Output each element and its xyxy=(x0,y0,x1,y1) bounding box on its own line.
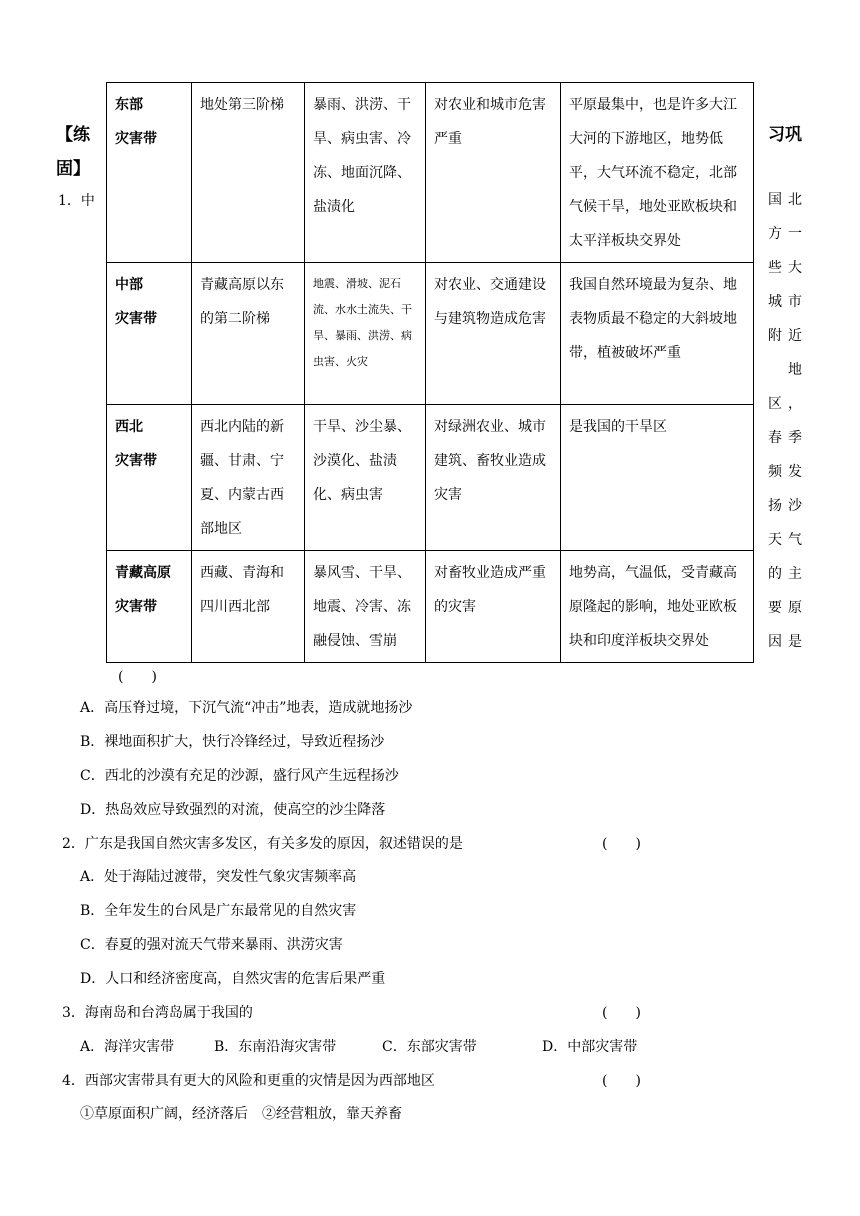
zone-cause: 我国自然环境最为复杂、地表物质最不稳定的大斜坡地带，植被破坏严重 xyxy=(561,263,754,405)
zone-impact: 对绿洲农业、城市建筑、畜牧业造成灾害 xyxy=(426,405,561,551)
zone-location: 西藏、青海和四川西北部 xyxy=(192,551,305,663)
disaster-zones-table xyxy=(106,82,754,663)
question-1-answer-paren: ( ) xyxy=(118,669,157,685)
question-3-answer-paren: ( ) xyxy=(602,1005,641,1021)
zone-name: 西北 灾害带 xyxy=(107,405,192,551)
zone-location: 西北内陆的新疆、甘肃、宁夏、内蒙古西部地区 xyxy=(192,405,305,551)
question-2-option-c: C．春夏的强对流天气带来暴雨、洪涝灾害 xyxy=(80,937,343,953)
question-4-stem: 4．西部灾害带具有更大的风险和更重的灾情是因为西部地区 xyxy=(62,1073,435,1089)
question-1-start: 1．中 xyxy=(58,193,95,209)
question-1-option-d: D．热岛效应导致强烈的对流，使高空的沙尘降落 xyxy=(80,802,386,818)
zone-disaster-types: 地震、滑坡、泥石流、水水土流失、干旱、暴雨、洪涝、病虫害、火灾 xyxy=(305,263,426,405)
question-3-option-d: D．中部灾害带 xyxy=(542,1039,638,1055)
zone-location: 青藏高原以东的第二阶梯 xyxy=(192,263,305,405)
question-1-option-c: C．西北的沙漠有充足的沙源，盛行风产生远程扬沙 xyxy=(80,768,399,784)
question-1-option-b: B．裸地面积扩大，快行冷锋经过，导致近程扬沙 xyxy=(80,734,385,750)
zone-name: 中部 灾害带 xyxy=(107,263,192,405)
question-1-text-column-2: 北 一 大 市 近 地 ， 季 发 沙 气 主 原 是 xyxy=(788,192,802,650)
zone-impact: 对农业和城市危害严重 xyxy=(426,83,561,263)
question-2-option-a: A．处于海陆过渡带，突发性气象灾害频率高 xyxy=(80,869,357,885)
question-2-option-b: B．全年发生的台风是广东最常见的自然灾害 xyxy=(80,903,357,919)
table-row xyxy=(107,83,754,263)
question-3-option-a: A．海洋灾害带 xyxy=(80,1039,175,1055)
zone-disaster-types: 干旱、沙尘暴、沙漠化、盐渍化、病虫害 xyxy=(305,405,426,551)
zone-location: 地处第三阶梯 xyxy=(192,83,305,263)
question-3-option-b: B．东南沿海灾害带 xyxy=(214,1039,337,1055)
section-heading-left: 【练 固】 xyxy=(56,125,90,179)
question-2-answer-paren: ( ) xyxy=(602,836,641,852)
zone-cause: 是我国的干旱区 xyxy=(561,405,754,551)
zone-name: 东部 灾害带 xyxy=(107,83,192,263)
table-row xyxy=(107,405,754,551)
zone-impact: 对农业、交通建设与建筑物造成危害 xyxy=(426,263,561,405)
table-row xyxy=(107,263,754,405)
table-row xyxy=(107,551,754,663)
question-2-stem: 2．广东是我国自然灾害多发区，有关多发的原因，叙述错误的是 xyxy=(62,836,463,852)
zone-name: 青藏高原 灾害带 xyxy=(107,551,192,663)
zone-cause: 平原最集中，也是许多大江大河的下游地区，地势低平，大气环流不稳定，北部气候干旱，地处亚欧板块和太平洋板块交界处 xyxy=(561,83,754,263)
zone-disaster-types: 暴雨、洪涝、干旱、病虫害、冷冻、地面沉降、盐渍化 xyxy=(305,83,426,263)
zone-disaster-types: 暴风雪、干旱、地震、冷害、冻融侵蚀、雪崩 xyxy=(305,551,426,663)
question-2-option-d: D．人口和经济密度高，自然灾害的危害后果严重 xyxy=(80,971,386,987)
question-1-text-column-1: 国 方 些 城 附 区 春 频 扬 天 的 要 因 xyxy=(768,192,782,650)
question-3-stem: 3．海南岛和台湾岛属于我国的 xyxy=(62,1005,253,1021)
question-4-answer-paren: ( ) xyxy=(602,1073,641,1089)
question-1-option-a: A．高压脊过境，下沉气流“冲击”地表，造成就地扬沙 xyxy=(80,700,413,716)
zone-impact: 对畜牧业造成严重的灾害 xyxy=(426,551,561,663)
section-heading-right: 习巩 xyxy=(768,125,802,145)
zone-cause: 地势高，气温低，受青藏高原隆起的影响，地处亚欧板块和印度洋板块交界处 xyxy=(561,551,754,663)
question-3-option-c: C．东部灾害带 xyxy=(382,1039,477,1055)
question-4-statements: ①草原面积广阔，经济落后 ②经营粗放，靠天养畜 xyxy=(80,1106,402,1122)
